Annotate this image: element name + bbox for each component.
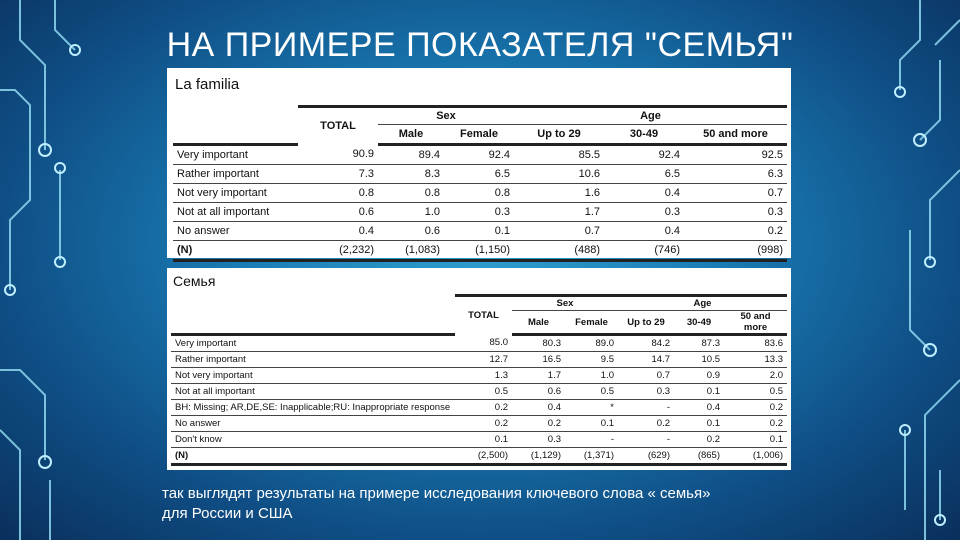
table-panel-la-familia <box>167 68 791 258</box>
header-age: Age <box>514 107 787 125</box>
cell-up-to-29: 84.2 <box>618 335 674 352</box>
header-age: Age <box>618 296 787 311</box>
cell-up-to-29: 0.7 <box>514 221 604 240</box>
header-empty-cell <box>171 296 455 311</box>
cell-female: (1,150) <box>444 240 514 260</box>
cell-total: 0.1 <box>455 432 512 448</box>
row-label: Not very important <box>171 368 455 384</box>
cell-total: 0.4 <box>298 221 378 240</box>
header-female: Female <box>565 311 618 335</box>
table-row <box>171 416 787 432</box>
cell-female: 0.8 <box>444 183 514 202</box>
header-total: TOTAL <box>298 107 378 145</box>
cell-up-to-29: 0.2 <box>618 416 674 432</box>
cell-up-to-29: 1.7 <box>514 202 604 221</box>
cell-50-and-more: 13.3 <box>724 352 787 368</box>
header-male: Male <box>512 311 565 335</box>
header-empty-cell <box>171 311 455 335</box>
header-empty-cell <box>173 125 298 145</box>
row-label: BH: Missing; AR,DE,SE: Inapplicable;RU: Inappropriate response <box>171 400 455 416</box>
cell-male: 0.3 <box>512 432 565 448</box>
cell-total: 0.5 <box>455 384 512 400</box>
cell-male: 0.6 <box>512 384 565 400</box>
cell-total: 12.7 <box>455 352 512 368</box>
cell-up-to-29: 14.7 <box>618 352 674 368</box>
cell-30-49: 87.3 <box>674 335 724 352</box>
header-sex: Sex <box>378 107 514 125</box>
cell-30-49: 10.5 <box>674 352 724 368</box>
cell-30-49: 6.5 <box>604 164 684 183</box>
cell-50-and-more: 6.3 <box>684 164 787 183</box>
cell-up-to-29: - <box>618 400 674 416</box>
row-label: Not at all important <box>171 384 455 400</box>
header-up-to-29: Up to 29 <box>514 125 604 145</box>
cell-total: 0.2 <box>455 416 512 432</box>
header-female: Female <box>444 125 514 145</box>
table-row <box>171 368 787 384</box>
cell-50-and-more: 0.2 <box>724 400 787 416</box>
cell-30-49: 0.4 <box>674 400 724 416</box>
header-total: TOTAL <box>455 296 512 335</box>
cell-female: * <box>565 400 618 416</box>
cell-total: 0.8 <box>298 183 378 202</box>
cell-up-to-29: 0.7 <box>618 368 674 384</box>
caption-line-2: для России и США <box>162 505 293 522</box>
cell-up-to-29: (488) <box>514 240 604 260</box>
table-row <box>173 221 787 240</box>
cell-total: 90.9 <box>298 144 378 164</box>
table-row <box>173 183 787 202</box>
cell-female: 0.1 <box>565 416 618 432</box>
cell-female: 1.0 <box>565 368 618 384</box>
cell-male: 1.7 <box>512 368 565 384</box>
cell-total: 1.3 <box>455 368 512 384</box>
row-label: No answer <box>171 416 455 432</box>
cell-up-to-29: 85.5 <box>514 144 604 164</box>
cell-female: 0.3 <box>444 202 514 221</box>
cell-male: 0.6 <box>378 221 444 240</box>
cell-30-49: 0.4 <box>604 183 684 202</box>
cell-up-to-29: (629) <box>618 448 674 465</box>
cell-up-to-29: 10.6 <box>514 164 604 183</box>
row-label: No answer <box>173 221 298 240</box>
row-label: Not at all important <box>173 202 298 221</box>
results-table-semya <box>171 294 787 466</box>
cell-total: 0.2 <box>455 400 512 416</box>
cell-total: (2,232) <box>298 240 378 260</box>
cell-male: 8.3 <box>378 164 444 183</box>
header-sex: Sex <box>512 296 618 311</box>
cell-male: 80.3 <box>512 335 565 352</box>
cell-up-to-29: 1.6 <box>514 183 604 202</box>
cell-30-49: (865) <box>674 448 724 465</box>
table-row <box>171 384 787 400</box>
cell-male: 0.4 <box>512 400 565 416</box>
cell-female: 89.0 <box>565 335 618 352</box>
cell-female: - <box>565 432 618 448</box>
cell-50-and-more: (998) <box>684 240 787 260</box>
header-50-and-more: 50 and more <box>724 311 787 335</box>
cell-50-and-more: 83.6 <box>724 335 787 352</box>
table-header-row <box>171 296 787 311</box>
table-title: Семья <box>173 273 216 289</box>
slide-caption <box>162 484 862 524</box>
cell-male: 0.8 <box>378 183 444 202</box>
cell-50-and-more: 0.2 <box>684 221 787 240</box>
table-row <box>173 202 787 221</box>
table-row <box>171 432 787 448</box>
table-subheader-row <box>173 125 787 145</box>
cell-50-and-more: (1,006) <box>724 448 787 465</box>
cell-50-and-more: 0.3 <box>684 202 787 221</box>
cell-total: (2,500) <box>455 448 512 465</box>
row-label: (N) <box>171 448 455 465</box>
cell-30-49: 0.9 <box>674 368 724 384</box>
table-header-row <box>173 107 787 125</box>
cell-30-49: 92.4 <box>604 144 684 164</box>
cell-50-and-more: 92.5 <box>684 144 787 164</box>
row-label: Rather important <box>173 164 298 183</box>
table-title: La familia <box>175 76 240 93</box>
results-table-la-familia <box>173 105 787 262</box>
header-50-and-more: 50 and more <box>684 125 787 145</box>
cell-up-to-29: 0.3 <box>618 384 674 400</box>
row-label: Rather important <box>171 352 455 368</box>
header-empty-cell <box>173 107 298 125</box>
row-label: Very important <box>171 335 455 352</box>
table-row-n <box>173 240 787 260</box>
cell-female: 92.4 <box>444 144 514 164</box>
cell-30-49: 0.1 <box>674 416 724 432</box>
cell-30-49: 0.3 <box>604 202 684 221</box>
table-row <box>171 352 787 368</box>
table-row <box>171 400 787 416</box>
cell-female: 9.5 <box>565 352 618 368</box>
row-label: (N) <box>173 240 298 260</box>
cell-50-and-more: 0.2 <box>724 416 787 432</box>
header-up-to-29: Up to 29 <box>618 311 674 335</box>
cell-male: (1,129) <box>512 448 565 465</box>
cell-30-49: 0.1 <box>674 384 724 400</box>
cell-up-to-29: - <box>618 432 674 448</box>
cell-30-49: 0.2 <box>674 432 724 448</box>
caption-line-1: так выглядят результаты на примере исследования ключевого слова « семья» <box>162 485 711 502</box>
row-label: Not very important <box>173 183 298 202</box>
cell-30-49: 0.4 <box>604 221 684 240</box>
header-male: Male <box>378 125 444 145</box>
cell-male: 0.2 <box>512 416 565 432</box>
cell-male: 89.4 <box>378 144 444 164</box>
table-row <box>173 144 787 164</box>
table-row <box>171 335 787 352</box>
cell-female: 6.5 <box>444 164 514 183</box>
cell-total: 85.0 <box>455 335 512 352</box>
header-30-49: 30-49 <box>674 311 724 335</box>
cell-50-and-more: 2.0 <box>724 368 787 384</box>
row-label: Don't know <box>171 432 455 448</box>
header-30-49: 30-49 <box>604 125 684 145</box>
table-row <box>173 164 787 183</box>
table-row-n <box>171 448 787 465</box>
cell-total: 0.6 <box>298 202 378 221</box>
cell-male: 1.0 <box>378 202 444 221</box>
cell-50-and-more: 0.7 <box>684 183 787 202</box>
cell-female: 0.1 <box>444 221 514 240</box>
cell-female: (1,371) <box>565 448 618 465</box>
cell-male: 16.5 <box>512 352 565 368</box>
row-label: Very important <box>173 144 298 164</box>
table-panel-semya <box>167 268 791 470</box>
cell-total: 7.3 <box>298 164 378 183</box>
cell-female: 0.5 <box>565 384 618 400</box>
cell-30-49: (746) <box>604 240 684 260</box>
slide-title: НА ПРИМЕРЕ ПОКАЗАТЕЛЯ "СЕМЬЯ" <box>166 26 794 64</box>
cell-male: (1,083) <box>378 240 444 260</box>
cell-50-and-more: 0.5 <box>724 384 787 400</box>
cell-50-and-more: 0.1 <box>724 432 787 448</box>
